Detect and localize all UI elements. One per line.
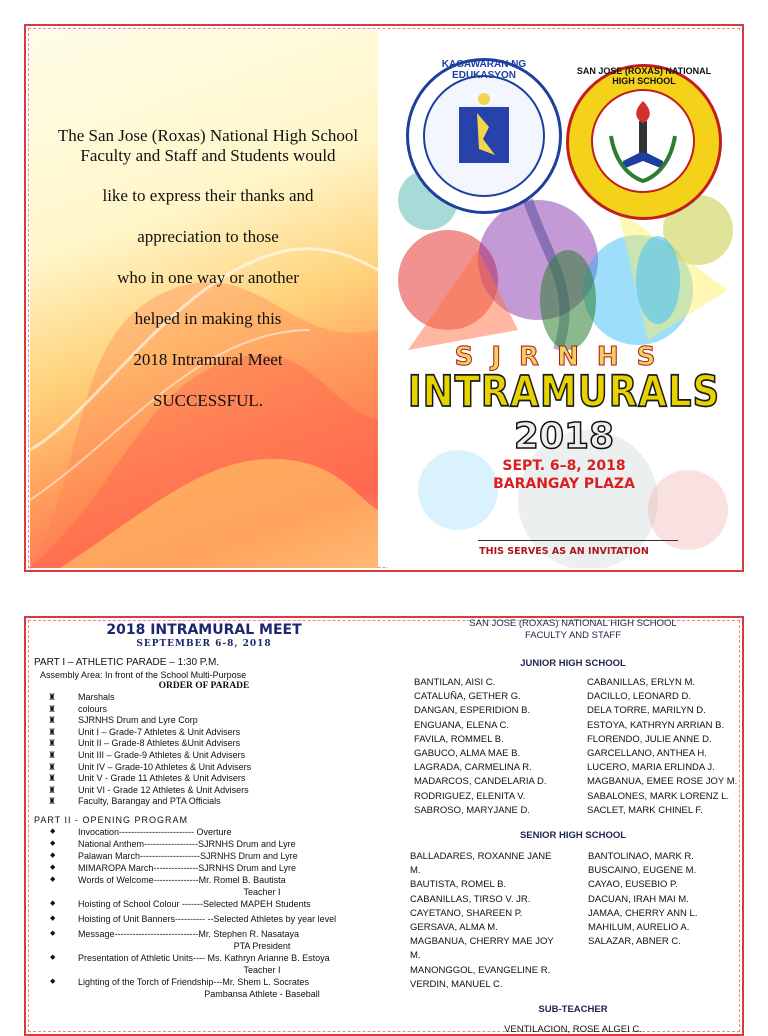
opening-program-list [34, 826, 406, 1000]
list-item: ♜ Faculty, Barangay and PTA Officials [48, 796, 221, 807]
faculty-name: FAVILA, ROMMEL B. [414, 733, 504, 745]
diamond-bullet-icon: ◆ [50, 827, 56, 835]
name-column [562, 850, 740, 992]
philippines-map-icon [425, 77, 543, 195]
diamond-bullet-icon: ◆ [50, 929, 56, 937]
bullet-icon: ♜ [48, 703, 57, 714]
list-item: ◆ Message----------------------------Mr. Stephen R. Nasataya PTA President [50, 928, 299, 951]
faculty-name: VERDIN, MANUEL C. [410, 978, 503, 990]
faculty-name: MAGBANUA, CHERRY MAE JOY M. [410, 936, 554, 962]
meet-title: 2018 INTRAMURAL MEET [106, 622, 302, 638]
list-item: ◆ Hoisting of Unit Banners---------- --Selected Athletes by year level [50, 913, 337, 924]
list-item: ◆ Palawan March--------------------SJRNHS Drum and Lyre [50, 850, 298, 861]
diamond-bullet-icon: ◆ [50, 851, 56, 859]
school-seal-text: SAN JOSE (ROXAS) NATIONAL HIGH SCHOOL [576, 66, 712, 86]
faculty-name: LAGRADA, CARMELINA R. [414, 762, 532, 774]
poster-year: 2018 [513, 416, 615, 457]
faculty-name: MADARCOS, CANDELARIA D. [414, 776, 547, 788]
deped-seal-text: KAGAWARAN NG EDUKASYON [441, 59, 527, 81]
diamond-bullet-icon: ◆ [50, 953, 56, 961]
faculty-name: MAHILUM, AURELIO A. [588, 922, 690, 934]
faculty-name: ENGUANA, ELENA C. [414, 719, 510, 731]
faculty-name: GARCELLANO, ANTHEA H. [587, 748, 707, 760]
list-item: ♜ Unit IV – Grade-10 Athletes & Unit Advisers [48, 761, 252, 772]
divider [478, 540, 678, 541]
diamond-bullet-icon: ◆ [50, 863, 56, 871]
list-item: ◆ Presentation of Athletic Units---- Ms. Kathryn Arianne B. Estoya Teacher I [50, 952, 330, 975]
school-seal [566, 64, 722, 220]
jhs-faculty-list [406, 676, 740, 818]
faculty-name: CABANILLAS, ERLYN M. [587, 677, 696, 688]
athlete-silhouette [636, 236, 680, 324]
invitation-note: THIS SERVES AS AN INVITATION [479, 546, 649, 557]
part2-heading: PART II - OPENING PROGRAM [34, 814, 189, 825]
faculty-name: SALAZAR, ABNER C. [588, 936, 681, 948]
list-item: ♜ Unit V - Grade 11 Athletes & Unit Advisers [48, 773, 246, 784]
faculty-name: CATALUÑA, GETHER G. [414, 691, 521, 703]
thanks-line: like to express their thanks and [102, 186, 314, 205]
name-column [567, 676, 740, 818]
deped-seal [406, 58, 562, 214]
thanks-line: who in one way or another [117, 268, 299, 287]
program-column [34, 622, 406, 1000]
faculty-name: MAGBANUA, EMEE ROSE JOY M. [587, 776, 738, 788]
diamond-bullet-icon: ◆ [50, 839, 56, 847]
thanks-line: The San Jose (Roxas) National High School [57, 126, 359, 145]
bullet-icon: ♜ [48, 761, 57, 772]
faculty-name: FLORENDO, JULIE ANNE D. [587, 733, 712, 745]
list-item: ◆ National Anthem------------------SJRNHS Drum and Lyre [50, 838, 296, 849]
faculty-name: SABALONES, MARK LORENZ L. [587, 790, 730, 802]
list-item: ♜ Marshals [48, 692, 115, 702]
thanks-message [48, 126, 368, 411]
torch-book-icon [593, 91, 693, 191]
faculty-name: RODRIGUEZ, ELENITA V. [414, 790, 526, 802]
name-column [406, 676, 567, 818]
poster-title: INTRAMURALS [407, 366, 721, 417]
list-item: ♜ colours [48, 703, 108, 714]
list-item: ♜ Unit II – Grade-8 Athletes &Unit Advisers [48, 738, 241, 749]
shs-heading: SENIOR HIGH SCHOOL [519, 830, 627, 842]
parade-list [34, 692, 406, 808]
faculty-name: LUCERO, MARIA ERLINDA J. [587, 762, 715, 774]
school-seal-emblem [591, 89, 695, 193]
faculty-name: BUSCAINO, EUGENE M. [588, 865, 697, 877]
list-item: ◆ Invocation------------------------- Overture [50, 826, 232, 837]
faculty-name: JAMAA, CHERRY ANN L. [588, 907, 698, 919]
thanks-line: helped in making this [134, 309, 282, 328]
intramurals-poster [388, 30, 740, 568]
assembly-area: Assembly Area: In front of the School Multi-Purpose [40, 670, 247, 680]
faculty-name: BAUTISTA, ROMEL B. [410, 879, 507, 891]
shs-faculty-list [406, 850, 740, 992]
faculty-name: BANTOLINAO, MARK R. [588, 851, 694, 863]
thanks-line: Faculty and Staff and Students would [80, 146, 336, 165]
bullet-icon: ♜ [48, 715, 57, 726]
faculty-name: SABROSO, MARYJANE D. [414, 804, 530, 816]
list-item: ◆ Hoisting of School Colour -------Selected MAPEH Students [50, 898, 311, 909]
sub-teacher-heading: SUB-TEACHER [538, 1004, 608, 1016]
order-heading: ORDER OF PARADE [158, 681, 250, 691]
invitation-cover [24, 24, 744, 572]
bullet-icon: ♜ [48, 692, 57, 702]
faculty-name: ESTOYA, KATHRYN ARRIAN B. [587, 719, 725, 731]
program-page [24, 616, 744, 1036]
diamond-bullet-icon: ◆ [50, 977, 56, 985]
list-item: ♜ Unit III – Grade-9 Athletes & Unit Advisers [48, 749, 246, 760]
faculty-school-name: SAN JOSE (ROXAS) NATIONAL HIGH SCHOOL [469, 618, 677, 629]
bullet-icon: ♜ [48, 796, 57, 807]
diamond-bullet-icon: ◆ [50, 875, 56, 883]
faculty-name: GERSAVA, ALMA M. [410, 922, 498, 934]
meet-date: SEPTEMBER 6-8, 2018 [136, 639, 272, 649]
faculty-column [406, 618, 740, 1035]
athlete-silhouette [540, 250, 596, 350]
faculty-name: DANGAN, ESPERIDION B. [414, 705, 531, 717]
faculty-name: CABANILLAS, TIRSO V. JR. [410, 893, 531, 905]
bullet-icon: ♜ [48, 726, 57, 737]
bullet-icon: ♜ [48, 749, 57, 760]
faculty-name: MANONGGOL, EVANGELINE R. [410, 964, 551, 976]
jhs-heading: JUNIOR HIGH SCHOOL [520, 658, 626, 669]
sub-teacher-name: VENTILACION, ROSE ALGEI C. [504, 1024, 642, 1036]
list-item: ◆ Words of Welcome---------------Mr. Romel B. Bautista Teacher I [50, 874, 286, 897]
thanks-line: SUCCESSFUL. [152, 391, 264, 410]
thanks-line: 2018 Intramural Meet [133, 350, 283, 369]
faculty-name: SACLET, MARK CHINEL F. [587, 804, 703, 816]
faculty-name: DACILLO, LEONARD D. [587, 691, 691, 703]
poster-venue: BARANGAY PLAZA [493, 476, 635, 492]
faculty-name: BALLADARES, ROXANNE JANE M. [410, 851, 552, 877]
faculty-name: DACUAN, IRAH MAI M. [588, 893, 689, 905]
list-item: ◆ MIMAROPA March---------------SJRNHS Drum and Lyre [50, 862, 296, 873]
list-item: ◆ Lighting of the Torch of Friendship---Mr. Shem L. Socrates Pambansa Athlete - Baseball [50, 976, 320, 999]
deped-seal-emblem [423, 75, 545, 197]
faculty-name: BANTILAN, AISI C. [414, 677, 496, 688]
faculty-name: DELA TORRE, MARILYN D. [587, 705, 706, 717]
bullet-icon: ♜ [48, 784, 57, 795]
diamond-bullet-icon: ◆ [50, 914, 56, 922]
list-item: ♜ Unit I – Grade-7 Athletes & Unit Advisers [48, 726, 241, 737]
thanks-panel [30, 30, 378, 568]
list-item: ♜ SJRNHS Drum and Lyre Corp [48, 715, 198, 726]
bullet-icon: ♜ [48, 738, 57, 749]
diamond-bullet-icon: ◆ [50, 899, 56, 907]
bullet-icon: ♜ [48, 773, 57, 784]
name-column [406, 850, 562, 992]
poster-dates: SEPT. 6–8, 2018 [502, 458, 626, 474]
faculty-title: FACULTY AND STAFF [524, 630, 622, 641]
thanks-line: appreciation to those [137, 227, 279, 246]
list-item: ♜ Unit VI - Grade 12 Athletes & Unit Advisers [48, 784, 249, 795]
poster-school: SJRNHS [454, 342, 674, 372]
faculty-name: CAYAO, EUSEBIO P. [588, 879, 678, 891]
faculty-name: GABUCO, ALMA MAE B. [414, 748, 521, 760]
part1-heading: PART I – ATHLETIC PARADE – 1:30 P.M. [34, 657, 220, 668]
faculty-name: CAYETANO, SHAREEN P. [410, 907, 523, 919]
